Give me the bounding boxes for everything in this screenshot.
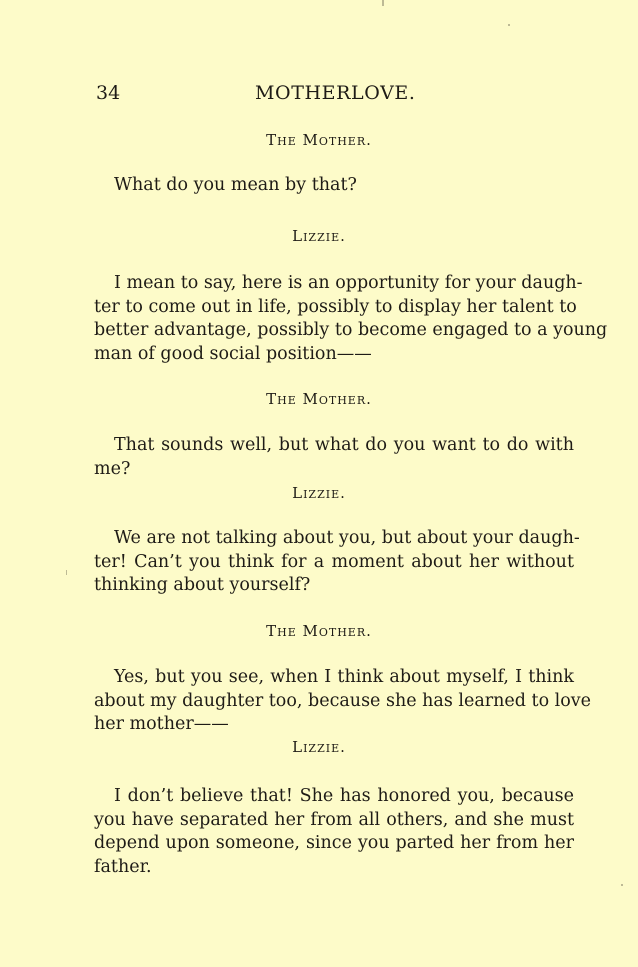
speaker-heading: Lizzie. xyxy=(292,227,346,245)
dialogue-paragraph xyxy=(94,174,574,198)
scan-mark xyxy=(508,24,510,26)
page-number: 34 xyxy=(96,82,121,104)
paragraph-line: depend upon someone, since you parted her from her xyxy=(94,833,574,853)
running-title: MOTHERLOVE. xyxy=(255,82,416,104)
speaker-heading: The Mother. xyxy=(266,622,372,640)
paragraph-line: her mother—— xyxy=(94,714,229,734)
dialogue-paragraph xyxy=(94,272,608,366)
paragraph-line: thinking about yourself? xyxy=(94,575,311,595)
speaker-heading: Lizzie. xyxy=(292,484,346,502)
paragraph-line: We are not talking about you, but about your daugh- xyxy=(114,528,580,548)
dialogue-paragraph xyxy=(94,434,574,481)
paragraph-line: you have separated her from all others, and she must xyxy=(94,809,574,830)
paragraph-line: ter to come out in life, possibly to display her talent to xyxy=(94,296,577,317)
speaker-heading: The Mother. xyxy=(266,131,372,149)
paragraph-line: about my daughter too, because she has learned to love xyxy=(94,690,592,711)
paragraph-line: man of good social position—— xyxy=(94,343,372,364)
paragraph-line: What do you mean by that? xyxy=(114,175,357,195)
speaker-heading: The Mother. xyxy=(266,390,372,408)
paragraph-line: me? xyxy=(94,458,131,479)
scan-mark xyxy=(66,570,67,575)
paragraph-line: Yes, but you see, when I think about myself, I think xyxy=(114,667,574,687)
paragraph-line: That sounds well, but what do you want to do with xyxy=(114,435,574,455)
paragraph-line: better advantage, possibly to become engaged to a young xyxy=(94,320,608,340)
dialogue-paragraph xyxy=(94,785,574,879)
dialogue-paragraph xyxy=(94,666,592,737)
speaker-heading: Lizzie. xyxy=(292,738,346,756)
paragraph-line: I don’t believe that! She has honored you, because xyxy=(114,786,574,806)
paragraph-line: I mean to say, here is an opportunity for your daugh- xyxy=(114,273,583,293)
paragraph-line: ter! Can’t you think for a moment about her without xyxy=(94,551,574,572)
paragraph-line: father. xyxy=(94,856,152,877)
scan-mark xyxy=(621,884,623,886)
scan-mark xyxy=(382,0,384,6)
dialogue-paragraph xyxy=(94,527,580,598)
